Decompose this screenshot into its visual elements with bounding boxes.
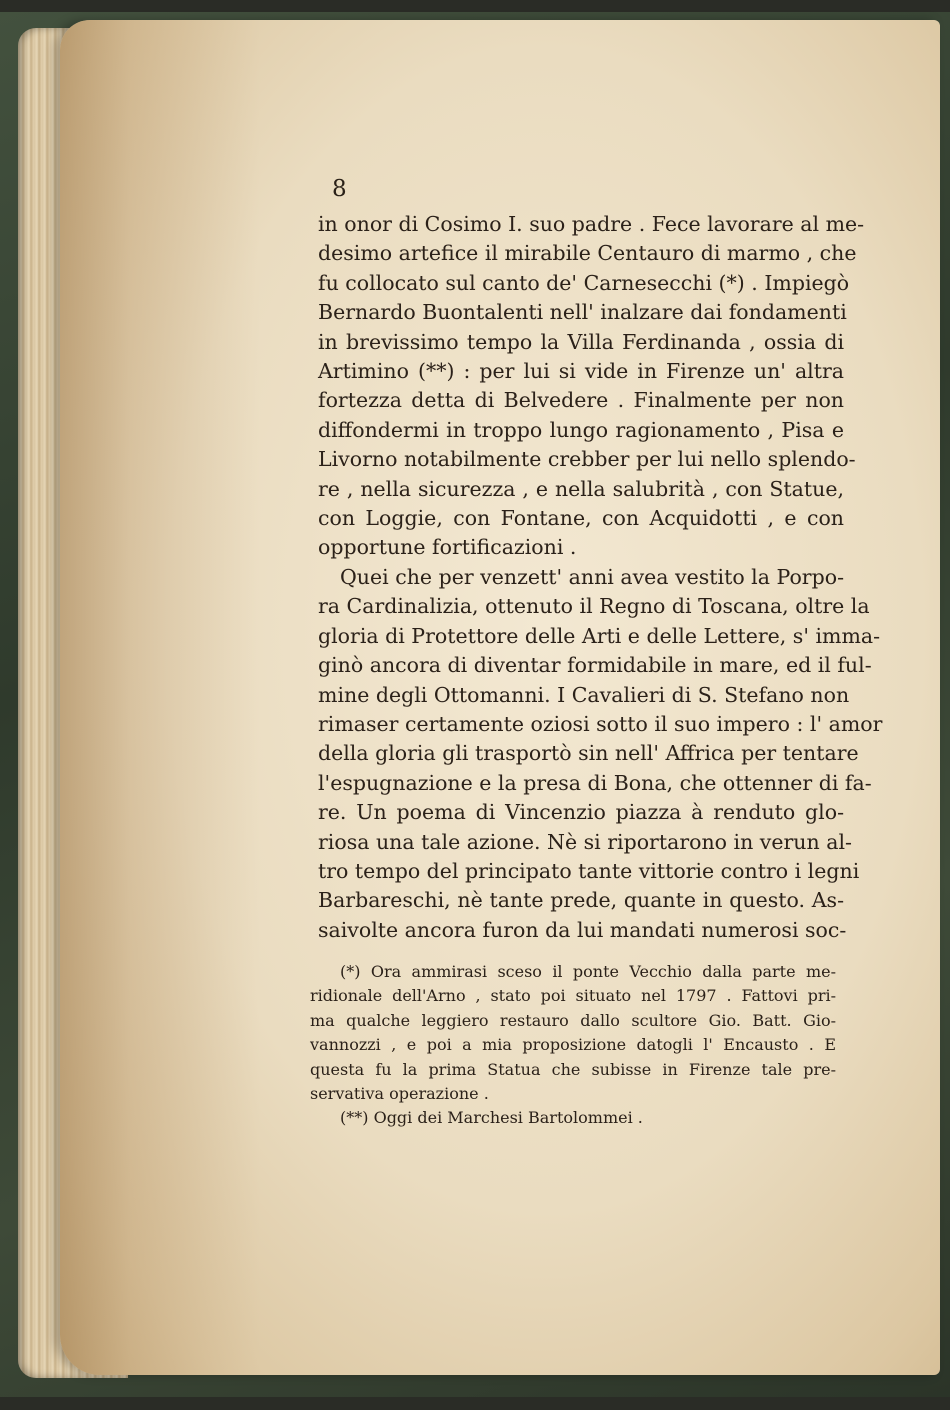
- footnote-line: (*) Ora ammirasi sceso il ponte Vecchio dalla parte me-: [340, 962, 836, 981]
- body-line: diffondermi in troppo lungo ragionamento , Pisa e: [318, 417, 844, 442]
- body-text: [318, 210, 883, 945]
- footnote-line: ma qualche leggiero restauro dallo scultore Gio. Batt. Gio-: [310, 1010, 836, 1030]
- body-line: Artimino (**) : per lui si vide in Firenze un' altra: [318, 359, 844, 384]
- body-line: ginò ancora di diventar formidabile in mare, ed il ful-: [318, 653, 872, 678]
- body-line: tro tempo del principato tante vittorie contro i legni: [318, 858, 860, 883]
- body-line: re. Un poema di Vincenzio piazza à renduto glo-: [318, 800, 844, 825]
- body-line: con Loggie, con Fontane, con Acquidotti , e con: [318, 506, 844, 531]
- body-line: fortezza detta di Belvedere . Finalmente per non: [318, 388, 844, 413]
- body-line: in brevissimo tempo la Villa Ferdinanda , ossia di: [318, 329, 844, 354]
- body-line: Quei che per venzett' anni avea vestito la Porpo-: [340, 564, 844, 589]
- body-line: Livorno notabilmente crebber per lui nello splendo-: [318, 447, 856, 472]
- body-line: riosa una tale azione. Nè si riportarono in verun al-: [318, 829, 852, 854]
- body-line: opportune fortificazioni .: [318, 535, 577, 560]
- body-line: l'espugnazione e la presa di Bona, che ottenner di fa-: [318, 770, 872, 795]
- body-line: mine degli Ottomanni. I Cavalieri di S. Stefano non: [318, 682, 850, 707]
- body-line: Barbareschi, nè tante prede, quante in questo. As-: [318, 888, 844, 913]
- page-stain: [60, 20, 260, 1375]
- body-line: re , nella sicurezza , e nella salubrità , con Statue,: [318, 476, 844, 501]
- footnote-line: servativa operazione .: [310, 1084, 489, 1104]
- footnotes: [310, 960, 836, 1131]
- body-line: saivolte ancora furon da lui mandati numerosi soc-: [318, 917, 847, 942]
- body-line: in onor di Cosimo I. suo padre . Fece lavorare al me-: [318, 212, 865, 236]
- footnote-line: vannozzi , e poi a mia proposizione datogli l' Encausto . E: [310, 1035, 836, 1055]
- body-line: ra Cardinalizia, ottenuto il Regno di Toscana, oltre la: [318, 594, 870, 619]
- page-number: 8: [332, 176, 347, 202]
- body-line: della gloria gli trasportò sin nell' Affrica per tentare: [318, 741, 859, 766]
- body-line: desimo artefice il mirabile Centauro di marmo , che: [318, 241, 857, 266]
- body-line: rimaser certamente oziosi sotto il suo impero : l' amor: [318, 711, 883, 736]
- body-line: fu collocato sul canto de' Carnesecchi (*) . Impiegò: [318, 270, 850, 295]
- footnote-line: (**) Oggi dei Marchesi Bartolommei .: [340, 1108, 643, 1128]
- footnote-line: questa fu la prima Statua che subisse in Firenze tale pre-: [310, 1059, 836, 1079]
- footnote-line: ridionale dell'Arno , stato poi situato nel 1797 . Fattovi pri-: [310, 986, 836, 1006]
- body-line: Bernardo Buontalenti nell' inalzare dai fondamenti: [318, 300, 847, 325]
- body-line: gloria di Protettore delle Arti e delle Lettere, s' imma-: [318, 623, 881, 648]
